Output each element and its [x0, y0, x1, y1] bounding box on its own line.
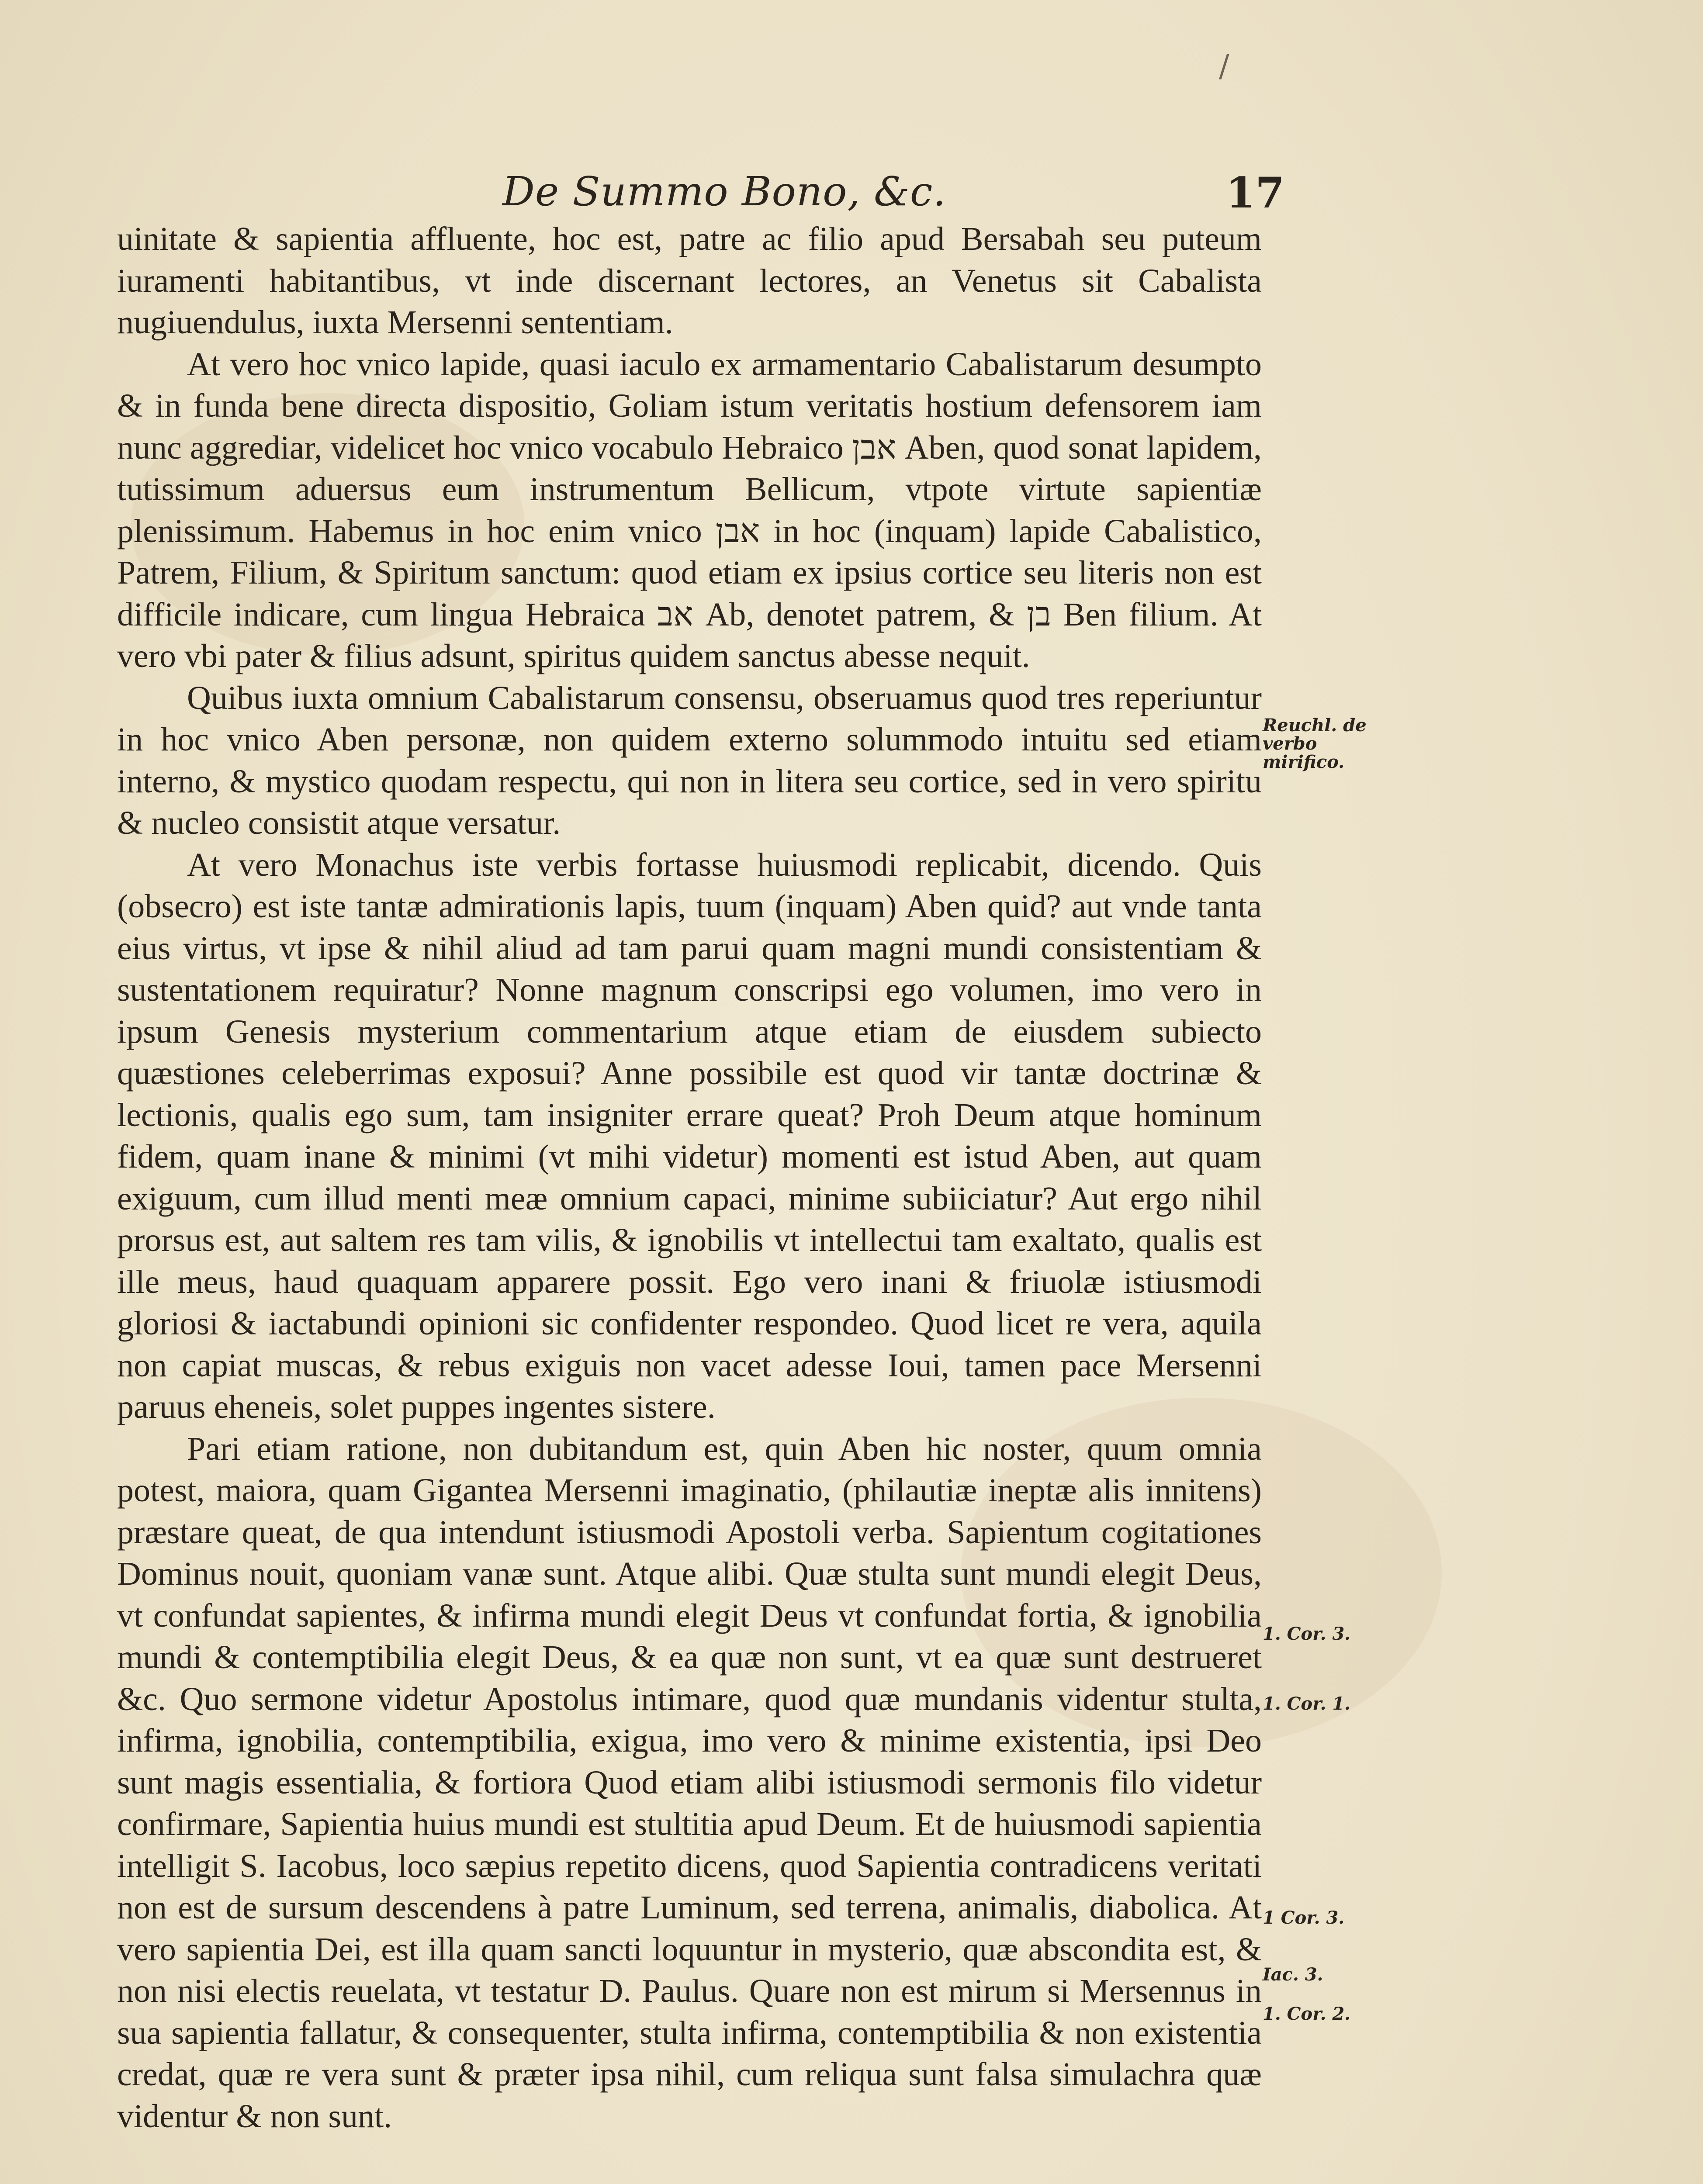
margin-note-cor2: 1. Cor. 2. — [1263, 2004, 1351, 2024]
paragraph: uinitate & sapientia affluente, hoc est, patre ac filio apud Bersabah seu puteum iuramenti habitantibus, vt inde discernant lectores, an Venetus sit Cabalista nugiuendulus, iuxta Mersenni sententiam. — [117, 221, 1262, 341]
margin-note-cor1: 1. Cor. 1. — [1263, 1693, 1351, 1714]
paragraph: Pari etiam ratione, non dubitandum est, quin Aben hic noster, quum omnia potest, maiora, quam Gigantea Mersenni imaginatio, (philautiæ ineptæ alis innitens) præstare queat, de qua intendunt istiusmodi Apostoli verba. Sapientum cogitationes Dominus nouit, quoniam vanæ sunt. Atque alibi. Quæ stulta sunt mundi elegit Deus, vt confundat sapientes, & infirma mundi elegit Deus vt confundat fortia, & ignobilia mundi & contemptibilia elegit Deus, & ea quæ non sunt, vt ea quæ sunt destrueret &c. Quo sermone videtur Apostolus intimare, quod quæ mundanis videntur stulta, infirma, ignobilia, contemptibilia, exigua, imo vero & minime existentia, ipsi Deo sunt magis essentialia, & fortiora Quod etiam alibi istiusmodi sermonis filo videtur confirmare, Sapientia huius mundi est stultitia apud Deum. Et de huiusmodi sapientia intelligit S. Iacobus, loco sæpius repetito dicens, quod Sapientia contradicens veritati non est de sursum descendens à patre Luminum, sed terrena, animalis, diabolica. At vero sapientia Dei, est illa quam sancti loquuntur in mysterio, quæ abscondita est, & non nisi electis reuelata, vt testatur D. Paulus. Quare non est mirum si Mersennus in sua sapientia fallatur, & consequenter, stulta infirma, contemptibilia & non existentia credat, quæ re vera sunt & præter ipsa nihil, cum reliqua sunt falsa simulachra quæ videntur & non sunt. — [117, 1430, 1262, 2135]
running-title: De Summo Bono, &c. — [502, 168, 946, 215]
margin-notes — [1263, 0, 1376, 2184]
margin-note-cor3b: 1 Cor. 3. — [1263, 1908, 1345, 1928]
corner-mark: / — [1219, 48, 1229, 84]
paragraph: At vero hoc vnico lapide, quasi iaculo ex armamentario Cabalistarum desumpto & in funda bene directa dispositio, Goliam istum veritatis hostium defensorem iam nunc aggrediar, videlicet hoc vnico vocabulo Hebraico אבן Aben, quod sonat lapidem, tutissimum aduersus eum instrumentum Bellicum, vtpote virtute sapientiæ plenissimum. Habemus in hoc enim vnico אבן in hoc (inquam) lapide Cabalistico, Patrem, Filium, & Spiritum sanctum: quod etiam ex ipsius cortice seu literis non est difficile indicare, cum lingua Hebraica אב Ab, denotet patrem, & בן Ben filium. At vero vbi pater & filius adsunt, spiritus quidem sanctus abesse nequit. — [117, 346, 1262, 674]
page-header — [502, 168, 1289, 221]
body-text — [117, 218, 1262, 2137]
paragraph: At vero Monachus iste verbis fortasse huiusmodi replicabit, dicendo. Quis (obsecro) est iste tantæ admirationis lapis, tuum (inquam) Aben quid? aut vnde tanta eius virtus, vt ipse & nihil aliud ad tam parui quam magni mundi consistentiam & sustentationem requiratur? Nonne magnum conscripsi ego volumen, imo vero in ipsum Genesis mysterium commentarium atque etiam de eiusdem subiecto quæstiones celeberrimas exposui? Anne possibile est quod vir tantæ doctrinæ & lectionis, qualis ego sum, tam insigniter errare queat? Proh Deum atque hominum fidem, quam inane & minimi (vt mihi videtur) momenti est istud Aben, aut quam exiguum, cum illud menti meæ omnium capaci, minime subiiciatur? Aut ergo nihil prorsus est, aut saltem res tam vilis, & ignobilis vt intellectui tam exaltato, qualis est ille meus, haud quaquam apparere possit. Ego vero inani & friuolæ istiusmodi gloriosi & iactabundi opinioni sic confidenter respondeo. Quod licet re vera, aquila non capiat muscas, & rebus exiguis non vacet adesse Ioui, tamen pace Mersenni paruus eheneis, solet puppes ingentes sistere. — [117, 846, 1262, 1425]
margin-note-cor3: 1. Cor. 3. — [1263, 1624, 1351, 1644]
paragraph: Quibus iuxta omnium Cabalistarum consensu, obseruamus quod tres reperiuntur in hoc vnico Aben personæ, non quidem externo solummodo intuitu sed etiam interno, & mystico quodam respectu, qui non in litera seu cortice, sed in vero spiritu & nucleo consistit atque versatur. — [117, 679, 1262, 841]
margin-note-reuchlin: Reuchl. de verbo mirifico. — [1263, 715, 1367, 772]
page-number: 17 — [1226, 168, 1284, 218]
margin-note-iac3: Iac. 3. — [1263, 1964, 1323, 1985]
